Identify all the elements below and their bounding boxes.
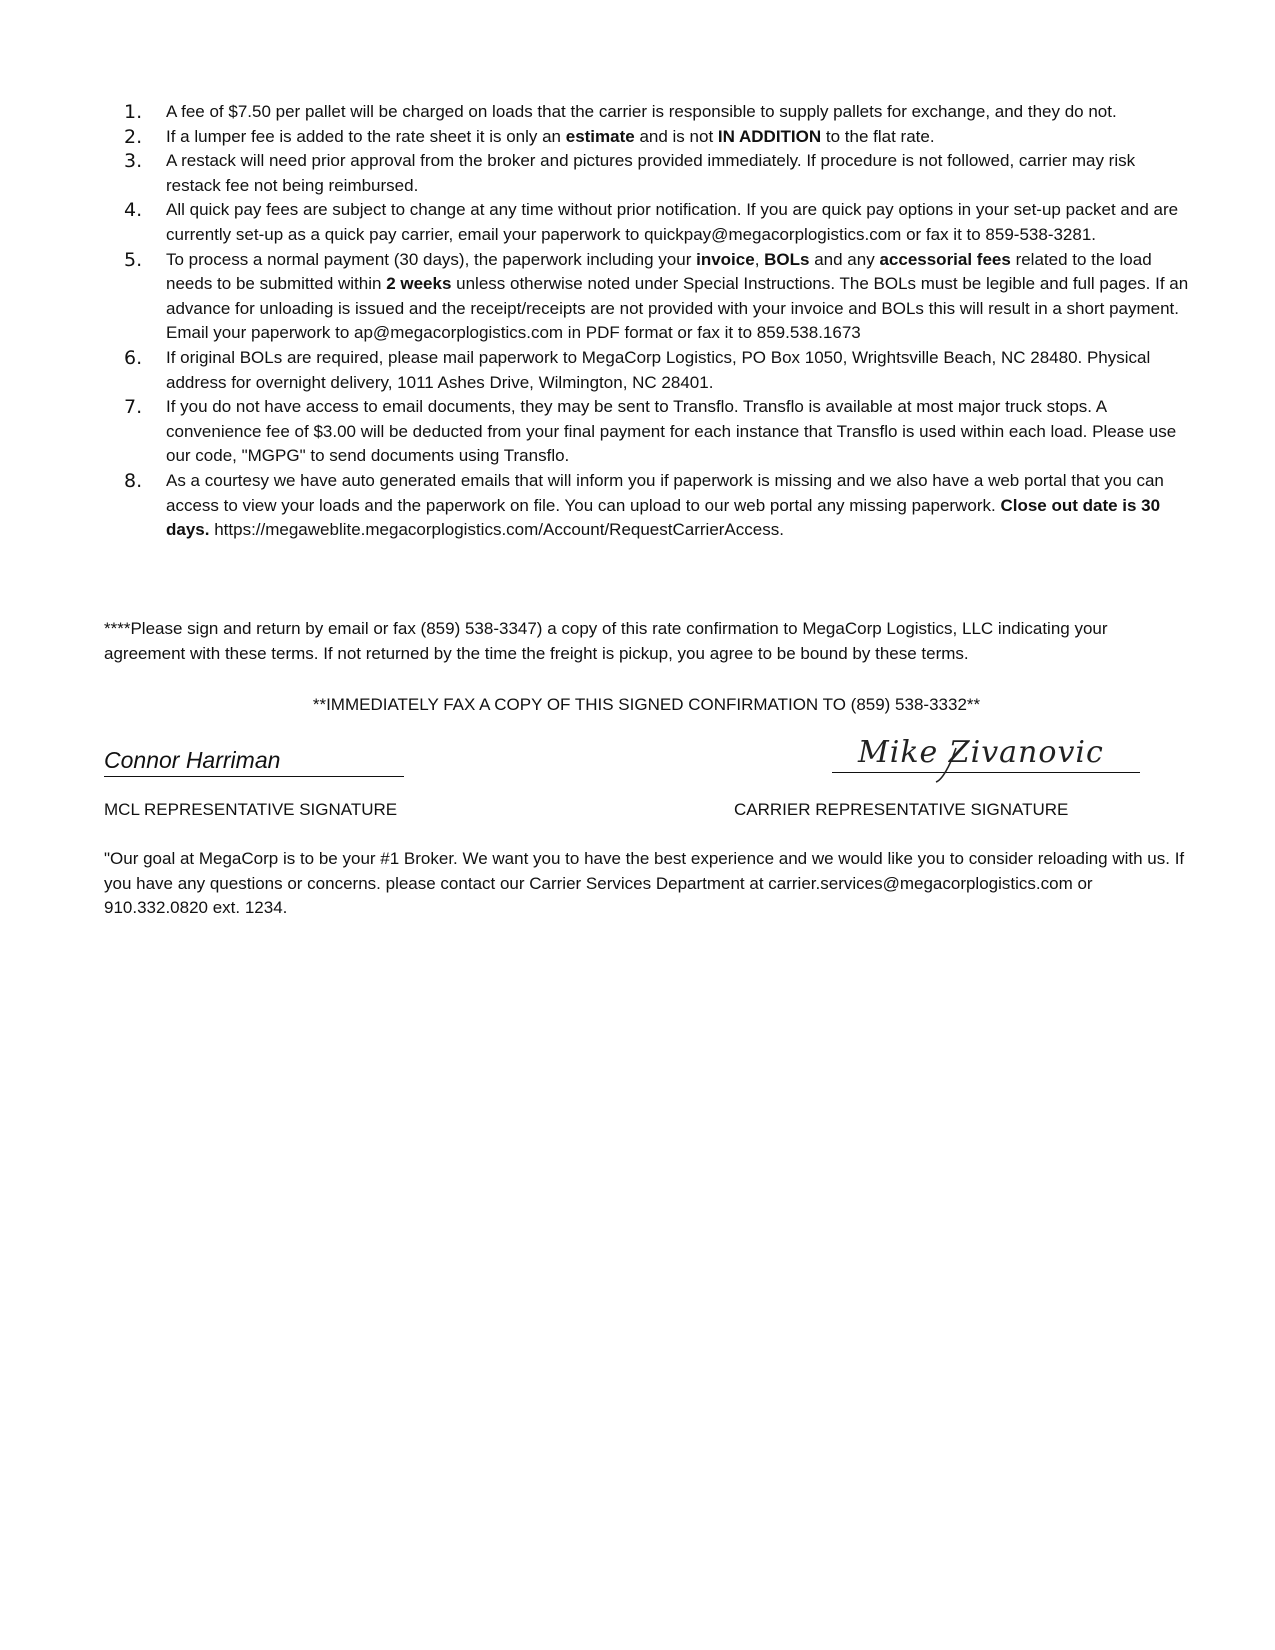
- term-item: [116, 469, 1191, 543]
- term-fragment: and any: [809, 249, 880, 269]
- carrier-signature-name: Mike Zivanovic: [858, 735, 1104, 770]
- term-fragment: All quick pay fees are subject to change at any time without prior notification. If you are quick pay options in your set-up packet and are currently set-up as a quick pay carrier, email your paperwork to quickpay@megacorplogistics.com or fax it to 859-538-3281.: [166, 200, 1179, 244]
- term-fragment: If a lumper fee is added to the rate sheet it is only an: [166, 126, 566, 146]
- term-fragment: If you do not have access to email documents, they may be sent to Transflo. Transflo is available at most major truck stops. A convenience fee of $3.00 will be deducted from your final payment for each instance that Transflo is used within each load. Please use our code, "MGPG" to send documents using Transflo.: [166, 397, 1177, 466]
- term-text: [166, 151, 1135, 195]
- term-number: 2.: [124, 125, 143, 148]
- term-item: [116, 248, 1191, 346]
- term-text: [166, 127, 935, 146]
- term-number: 4.: [124, 199, 143, 222]
- term-emphasis: Close out date is 30 days.: [166, 495, 1161, 540]
- carrier-signature-image: [838, 722, 1138, 784]
- term-text: [166, 200, 1178, 244]
- term-item: [116, 346, 1191, 395]
- term-number: 7.: [124, 396, 143, 419]
- term-fragment: and is not: [634, 126, 718, 146]
- term-number: 8.: [124, 469, 143, 492]
- goal-statement: "Our goal at MegaCorp is to be your #1 Broker. We want you to have the best experience and we would like you to consider reloading with us. If you have any questions or concerns. please contact our Carrier Services Department at carrier.services@megacorplogistics.com or 910.332.0820 ext. 1234.: [104, 849, 1185, 918]
- mcl-signature-name: Connor Harriman: [104, 747, 281, 773]
- term-text: [166, 348, 1150, 392]
- term-number: 6.: [124, 346, 143, 369]
- term-fragment: unless otherwise noted under Special Instructions. The BOLs must be legible and full pages. If an advance for unloading is issued and the receipt/receipts are not provided with your invoice and BOLs this will result in a short payment. Email your paperwork to ap@megacorplogistics.com in PDF format or fax it to 859.538.1673: [166, 274, 1189, 343]
- term-item: [116, 125, 1191, 150]
- term-emphasis: BOLs: [764, 249, 810, 269]
- term-text: [166, 397, 1176, 465]
- term-fragment: To process a normal payment (30 days), the paperwork including your: [166, 249, 697, 269]
- term-fragment: to the flat rate.: [821, 126, 935, 146]
- term-fragment: ,: [754, 249, 765, 269]
- term-emphasis: invoice: [696, 249, 755, 269]
- term-emphasis: IN ADDITION: [717, 126, 822, 146]
- sign-return-notice: ****Please sign and return by email or fax (859) 538-3347) a copy of this rate confirmation to MegaCorp Logistics, LLC indicating your agreement with these terms. If not returned by the time the freight is pickup, you agree to be bound by these terms.: [104, 619, 1108, 663]
- term-fragment: If original BOLs are required, please mail paperwork to MegaCorp Logistics, PO Box 1050, Wrightsville Beach, NC 28480. Physical address for overnight delivery, 1011 Ashes Drive, Wilmington, NC 28401.: [166, 347, 1151, 392]
- term-fragment: As a courtesy we have auto generated emails that will inform you if paperwork is missing and we also have a web portal that you can access to view your loads and the paperwork on file. You can upload to our web portal any missing paperwork.: [166, 470, 1164, 515]
- term-item: [116, 395, 1191, 469]
- term-emphasis: estimate: [565, 126, 635, 146]
- mcl-signature-label: MCL REPRESENTATIVE SIGNATURE: [104, 800, 398, 819]
- term-fragment: A fee of $7.50 per pallet will be charged on loads that the carrier is responsible to supply pallets for exchange, and they do not.: [166, 102, 1117, 121]
- term-fragment: A restack will need prior approval from the broker and pictures provided immediately. If procedure is not followed, carrier may risk restack fee not being reimbursed.: [166, 151, 1136, 195]
- term-number: 1.: [124, 101, 143, 123]
- term-fragment: https://megaweblite.megacorplogistics.com/Account/RequestCarrierAccess.: [209, 520, 784, 540]
- term-emphasis: accessorial fees: [879, 249, 1011, 269]
- carrier-signature-line: [832, 722, 1140, 773]
- fax-instruction: **IMMEDIATELY FAX A COPY OF THIS SIGNED CONFIRMATION TO (859) 538-3332**: [312, 695, 981, 714]
- term-text: [166, 250, 1188, 343]
- term-number: 5.: [124, 248, 143, 271]
- term-item: [116, 100, 1191, 125]
- term-number: 3.: [124, 150, 143, 173]
- term-emphasis: 2 weeks: [386, 274, 452, 294]
- term-item: [116, 198, 1191, 247]
- terms-list: [116, 100, 1191, 543]
- term-text: [166, 471, 1164, 539]
- term-fragment: related to the load needs to be submitted within: [166, 249, 1152, 294]
- term-text: [166, 102, 1117, 121]
- carrier-signature-label: CARRIER REPRESENTATIVE SIGNATURE: [734, 800, 1069, 819]
- term-item: [116, 149, 1191, 198]
- mcl-signature-line: [104, 745, 404, 777]
